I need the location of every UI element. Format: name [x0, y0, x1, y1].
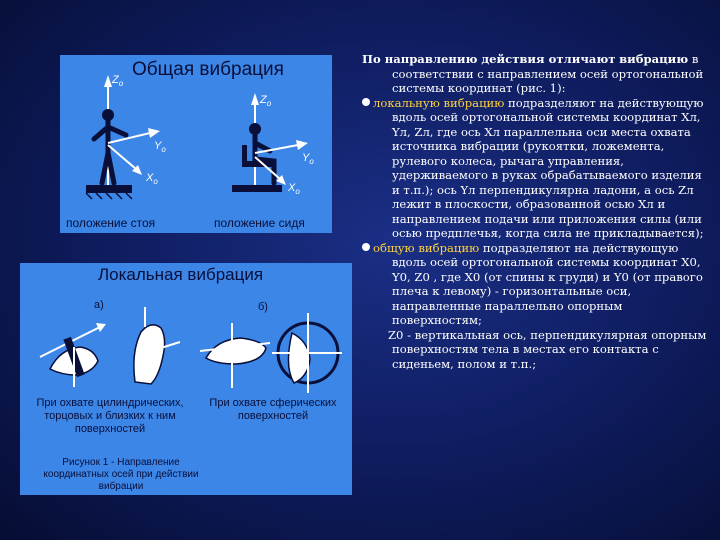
standing-y-axis-label: $Y_o$: [154, 140, 166, 154]
general-vibration-paragraph: [362, 241, 708, 328]
caption-sitting: положение сидя: [214, 216, 305, 230]
intro-bold: По направлению действия отличают: [362, 52, 616, 66]
standing-x-axis-label: $X_o$: [146, 172, 158, 186]
general-vibration-label: общую вибрацию: [373, 240, 480, 255]
general-vibration-body: подразделяют на действующую вдоль осей ортогональной системы координат X0, Y0, Z0 , где X0 (от спины к груди) и Y0 (от правого плеча к левому) - горизонтальные оси, направленные параллельно опорным поверхностям;: [392, 240, 703, 327]
intro-paragraph: [362, 52, 708, 96]
description-text: [362, 52, 708, 371]
bullet-icon: [362, 243, 370, 251]
local-vibration-body: подразделяют на действующую вдоль осей ортогональной системы координат Xл, Yл, Zл, где ось Xл параллельна оси места охвата источника вибрации (рукоятки, ложемента, рулевого колеса, рычага управления, удерживаемого в руках обрабатываемого изделия и т.п.); ось Yл перпендикулярна ладони, а ось Zл лежит в плоскости, образованной осью Xл и направлением подачи или приложения силы (или осью предплечья, когда сила не прикладывается);: [392, 95, 704, 240]
intro-vibration-word: вибрацию: [619, 52, 689, 66]
caption-spherical: При охвате сферических поверхностей: [209, 397, 337, 422]
hand-spherical-grip-illustration: [196, 303, 346, 398]
caption-standing: положение стоя: [66, 216, 156, 230]
sitting-z-axis-label: $Z_o$: [260, 94, 272, 108]
z-axis-paragraph: Z0 - вертикальная ось, перпендикулярная опорным поверхностям тела в местах его контакта с сиденьем, полом и т.п.;: [388, 327, 707, 371]
local-vibration-title: Локальная вибрация: [98, 265, 264, 284]
label-b: б): [258, 301, 268, 313]
caption-cylindrical: При охвате цилиндрических, торцовых и близких к ним поверхностей: [36, 397, 184, 435]
intro-rest: в соответствии с направлением осей ортогональной системы координат (рис. 1):: [392, 52, 704, 95]
figure-caption: Рисунок 1 - Направление координатных осей при действии вибрации: [43, 457, 199, 492]
sitting-x-axis-label: $X_o$: [288, 182, 300, 196]
label-a: а): [94, 299, 104, 311]
sitting-y-axis-label: $Y_o$: [302, 152, 314, 166]
sitting-person-illustration: [210, 87, 320, 202]
local-vibration-paragraph: [362, 96, 708, 241]
general-vibration-figure: [60, 55, 332, 233]
bullet-icon: [362, 98, 370, 106]
hand-cylindrical-grip-illustration: [30, 297, 190, 392]
local-vibration-figure: [20, 263, 352, 495]
standing-person-illustration: [68, 65, 188, 205]
local-vibration-label: локальную вибрацию: [373, 95, 505, 110]
general-vibration-title: Общая вибрация: [132, 59, 284, 80]
standing-z-axis-label: $Z_o$: [112, 74, 124, 88]
